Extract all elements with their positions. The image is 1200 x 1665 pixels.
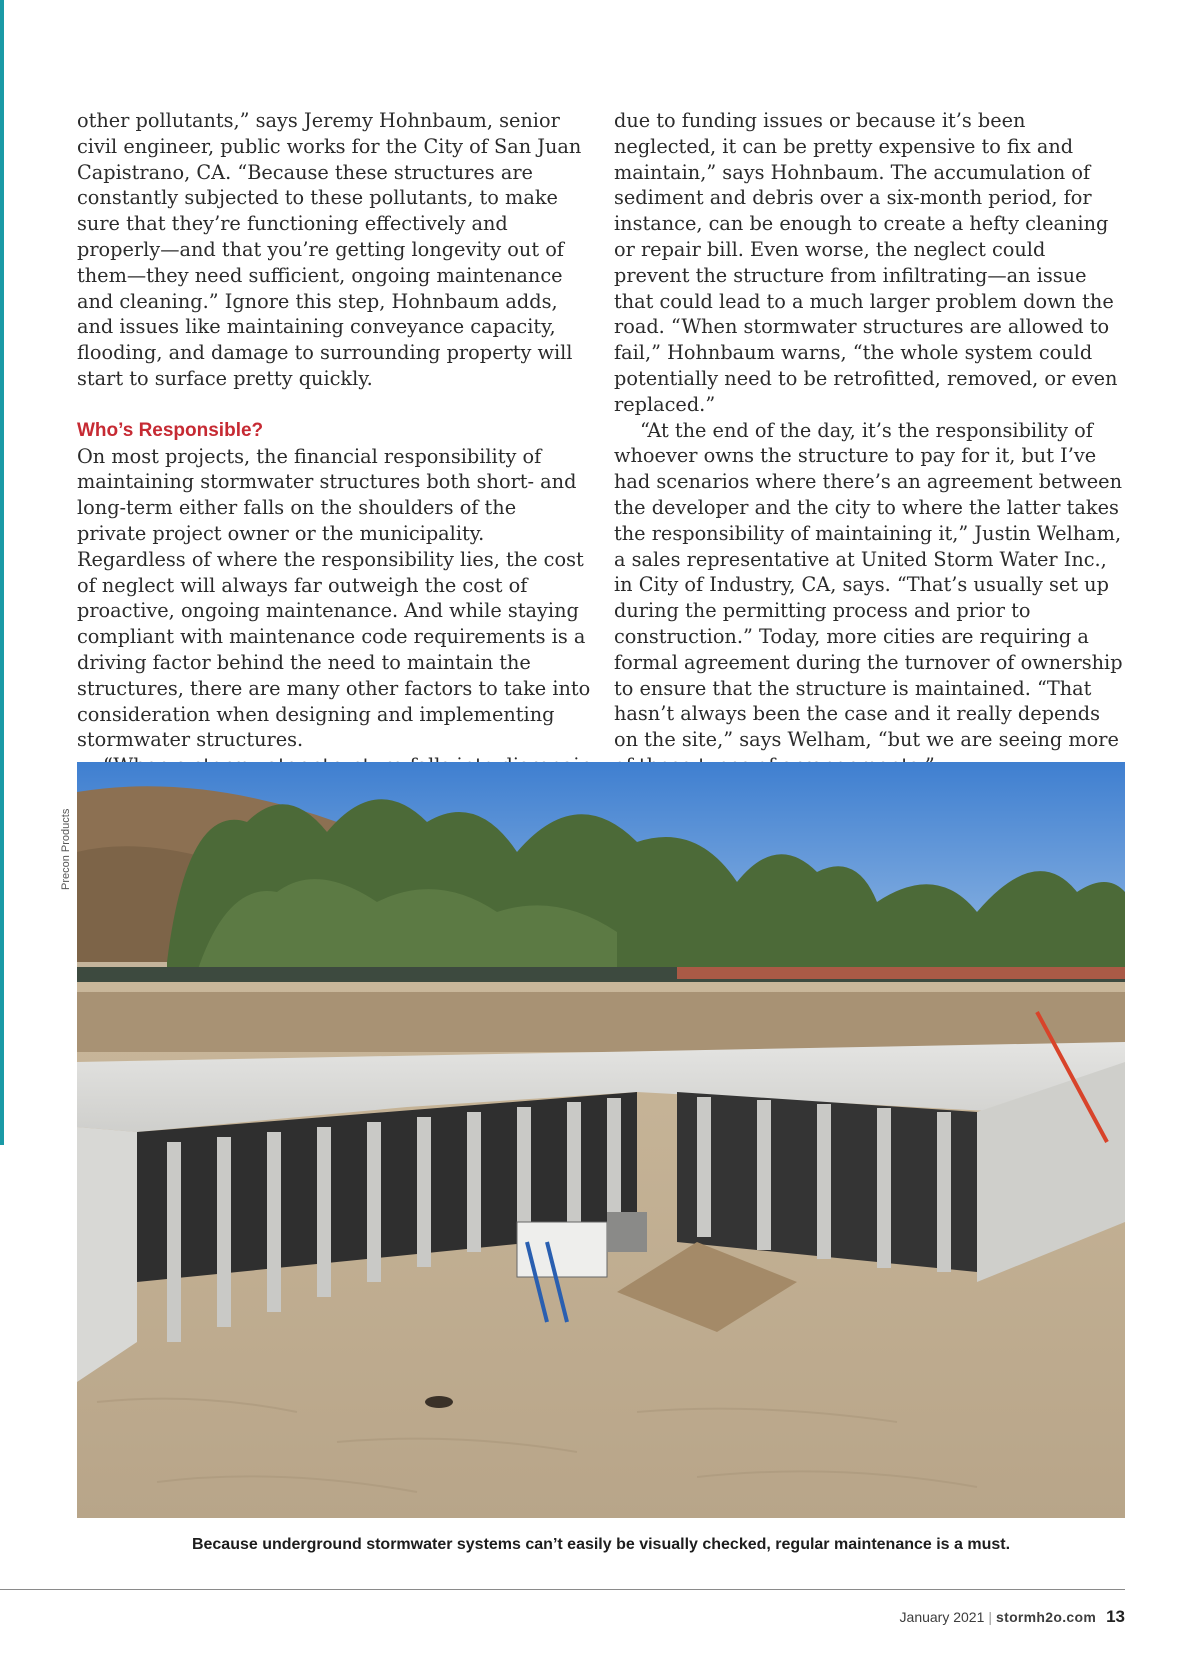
- page-number: 13: [1106, 1607, 1125, 1626]
- issue-date: January 2021: [899, 1609, 985, 1625]
- construction-photo: [77, 762, 1125, 1518]
- photo-credit: Precon Products: [60, 808, 72, 890]
- paragraph: due to funding issues or because it’s been neglected, it can be pretty expensive to fix and maintain,” says Hohnbaum. The accumulation of sediment and debris over a six-month period, for instance, can be enough to create a hefty cleaning or repair bill. Even worse, the neglect could prevent the structure from infiltrating—an issue that could lead to a much larger problem down the road. “When stormwater structures are allowed to fail,” Hohnbaum warns, “the whole system could potentially need to be retrofitted, removed, or even replaced.”: [614, 109, 1118, 416]
- article-column-right: [614, 108, 1126, 779]
- site-url: stormh2o.com: [996, 1609, 1097, 1625]
- footer-separator: |: [988, 1609, 993, 1625]
- photo-caption: Because underground stormwater systems can’t easily be visually checked, regular maintenance is a must.: [191, 1536, 1011, 1553]
- paragraph: On most projects, the financial responsibility of maintaining stormwater structures both short- and long-term either falls on the shoulders of the private project owner or the municipality. Regardless of where the responsibility lies, the cost of neglect will always far outweigh the cost of proactive, ongoing maintenance. And while staying compliant with maintenance code requirements is a driving factor behind the need to maintain the structures, there are many other factors to take into consideration when designing and implementing stormwater structures.: [77, 444, 591, 752]
- page-edge-bar: [0, 0, 4, 1145]
- footer-divider: [0, 1589, 1125, 1590]
- section-subheading: Who’s Responsible?: [77, 419, 264, 441]
- page-footer: [900, 1607, 1125, 1627]
- article-column-left: [77, 108, 591, 779]
- paragraph: other pollutants,” says Jeremy Hohnbaum, senior civil engineer, public works for the City of San Juan Capistrano, CA. “Because these structures are constantly subjected to these pollutants, to make sure that they’re functioning effectively and properly—and that you’re getting longevity out of them—they need sufficient, ongoing maintenance and cleaning.” Ignore this step, Hohnbaum adds, and issues like maintaining conveyance capacity, flooding, and damage to surrounding property will start to surface pretty quickly.: [77, 109, 582, 390]
- paragraph: “At the end of the day, it’s the responsibility of whoever owns the structure to pay for it, but I’ve had scenarios where there’s an agreement between the developer and the city to where the latter takes the responsibility of maintaining it,” Justin Welham, a sales representative at United Storm Water Inc., in City of Industry, CA, says. “That’s usually set up during the permitting process and prior to construction.” Today, more cities are requiring a formal agreement during the turnover of ownership to ensure that the structure is maintained. “That hasn’t always been the case and it really depends on the site,” says Welham, “but we are seeing more: [614, 418, 1123, 752]
